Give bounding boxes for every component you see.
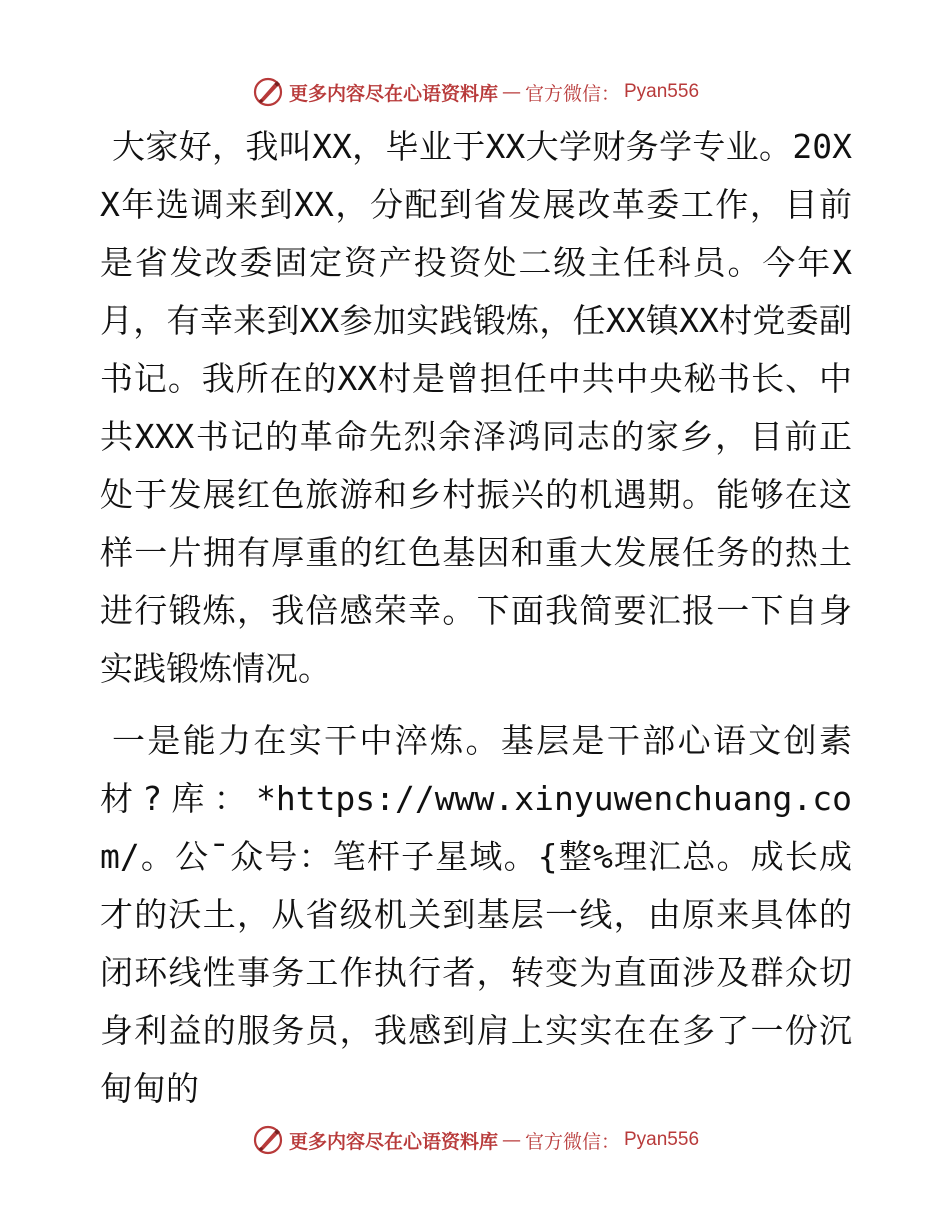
header-wechat-id: Pyan556 xyxy=(624,81,700,102)
document-body xyxy=(100,118,852,1118)
pen-logo-icon xyxy=(251,1123,285,1157)
footer-separator: — xyxy=(501,1129,521,1151)
header-brand-text: 更多内容尽在心语资料库 xyxy=(288,82,498,105)
paragraph-point-one: 一是能力在实干中淬炼。基层是干部心语文创素材?库：*https://www.xinyuwenchuang.com/。公¯众号：笔杆子星域。{整%理汇总。成长成才的沃土，从省级机关到基层一线，由原来具体的闭环线性事务工作执行者，转变为直面涉及群众切身利益的服务员，我感到肩上实实在在多了一份沉甸甸的 xyxy=(100,721,852,1108)
header-separator: — xyxy=(501,81,521,103)
footer-wechat-id: Pyan556 xyxy=(624,1129,700,1150)
header-banner xyxy=(0,72,950,112)
footer-banner xyxy=(0,1120,950,1160)
footer-brand-text: 更多内容尽在心语资料库 xyxy=(288,1130,498,1153)
pen-logo-icon xyxy=(251,75,285,109)
header-wechat-label: 官方微信： xyxy=(524,82,620,105)
footer-wechat-label: 官方微信： xyxy=(524,1130,620,1153)
paragraph-intro: 大家好，我叫XX，毕业于XX大学财务学专业。20XX年选调来到XX，分配到省发展改革委工作，目前是省发改委固定资产投资处二级主任科员。今年X月，有幸来到XX参加实践锻炼，任XX镇XX村党委副书记。我所在的XX村是曾担任中共中央秘书长、中共XXX书记的革命先烈余泽鸿同志的家乡，目前正处于发展红色旅游和乡村振兴的机遇期。能够在这样一片拥有厚重的红色基因和重大发展任务的热土进行锻炼，我倍感荣幸。下面我简要汇报一下自身实践锻炼情况。 xyxy=(100,127,852,688)
